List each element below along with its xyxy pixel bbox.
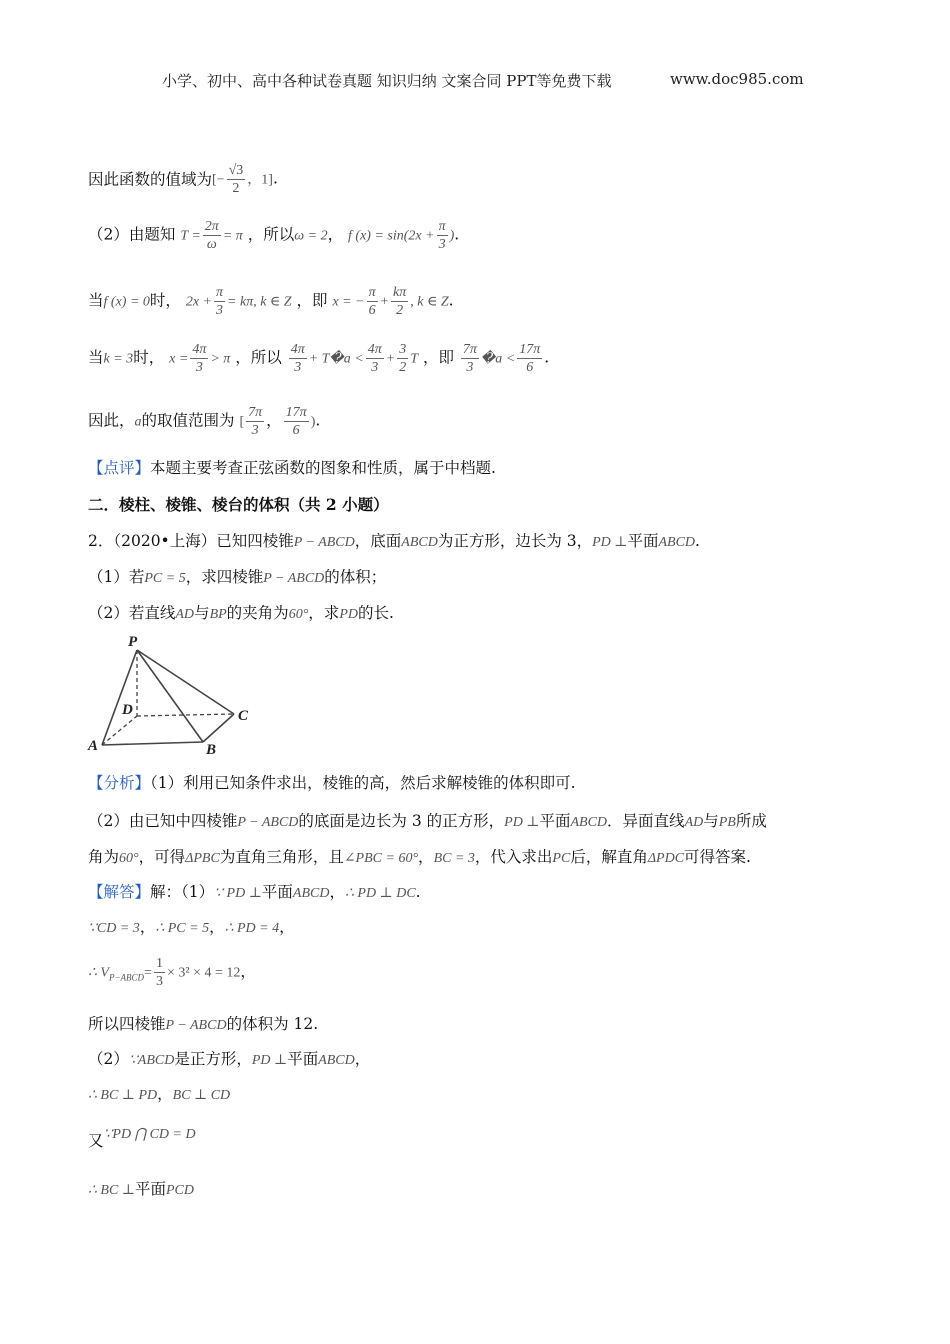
analysis-tag: 【分析】 — [88, 774, 151, 792]
analysis-line-3: 角为60°，可得ΔPBC为直角三角形，且∠PBC = 60°，BC = 3，代入求出PC后，解直角ΔPDC可得答案. — [88, 848, 751, 866]
line-k3: 当k = 3时， x = $\frac{4\pi}{3}$ > π ，所以 $\frac{4\pi}{3}$ + T�a < $\frac{4\pi}{3}$ + $\frac{3}{2}$ T ，即 $\frac{7\pi}{3}$ �a < $\frac{17\pi}{6}$ . — [88, 342, 550, 375]
question-2-part1: （1）若PC = 5，求四棱锥P − ABCD的体积； — [88, 568, 387, 586]
section-heading: 二．棱柱、棱锥、棱台的体积（共 2 小题） — [88, 495, 389, 514]
edge-PC — [137, 650, 234, 714]
edge-BC — [203, 714, 234, 742]
solution-volume: ∴ $V_{P-ABCD}=$ $\frac{1}{3}$ × 3² × 4 = 12， — [88, 956, 256, 989]
edge-DC — [137, 714, 234, 716]
label-P: P — [128, 634, 138, 650]
comment-tag: 【点评】 — [88, 459, 151, 477]
solution-line-6: ∴ BC ⊥ PD，BC ⊥ CD — [88, 1085, 231, 1103]
label-D: D — [122, 702, 133, 718]
header-url[interactable]: www.doc985.com — [670, 70, 804, 88]
solution-tag: 【解答】 — [88, 883, 151, 901]
solution-line-5: （2）∵ABCD是正方形，PD ⊥平面ABCD， — [88, 1050, 371, 1068]
analysis-line-1: 【分析】（1）利用已知条件求出，棱锥的高，然后求解棱锥的体积即可. — [88, 774, 576, 792]
label-C: C — [238, 708, 249, 724]
solution-line-2: ∵CD = 3，∴ PC = 5，∴ PD = 4， — [88, 918, 295, 936]
question-2-part2: （2）若直线AD与BP的夹角为60°，求PD的长. — [88, 604, 394, 622]
label-A: A — [88, 738, 99, 754]
edge-PB — [137, 650, 203, 742]
solution-line-7: 又∵PD ⋂ CD = D — [88, 1127, 196, 1150]
pyramid-figure — [82, 632, 272, 762]
edge-AB — [102, 742, 203, 745]
solution-line-1: 【解答】解：（1）∵ PD ⊥平面ABCD，∴ PD ⊥ DC. — [88, 883, 421, 901]
line-zeros: 当f (x) = 0时， 2x + $\frac{\pi}{3}$ = kπ, k ∈ Z ，即 x = − $\frac{\pi}{6}$ + $\frac{k\pi}{2}$ , k ∈ Z. — [88, 285, 454, 318]
line-a-range: 因此，a的取值范围为 [ $\frac{7\pi}{3}$ ， $\frac{17\pi}{6}$ ). — [88, 405, 321, 438]
solution-line-4: 所以四棱锥P − ABCD的体积为 12. — [88, 1015, 319, 1033]
question-2: 2．（2020•上海）已知四棱锥P − ABCD，底面ABCD为正方形，边长为 3，PD ⊥平面ABCD. — [88, 532, 700, 550]
analysis-line-2: （2）由已知中四棱锥P − ABCD的底面是边长为 3 的正方形，PD ⊥平面ABCD．异面直线AD与PB所成 — [88, 812, 767, 830]
solution-line-8: ∴ BC ⊥平面PCD — [88, 1180, 194, 1198]
line-range: 因此函数的值域为[− $\frac{√3}{2}$ ，1]. — [88, 163, 278, 196]
label-B: B — [206, 742, 217, 758]
comment-line: 【点评】本题主要考查正弦函数的图象和性质，属于中档题. — [88, 459, 496, 477]
line-period: （2）由题知 T = $\frac{2\pi}{\omega}$ = π ，所以ω = 2， f (x) = sin(2x + $\frac{\pi}{3}$ ). — [88, 219, 460, 252]
header-left: 小学、初中、高中各种试卷真题 知识归纳 文案合同 PPT等免费下载 — [162, 72, 612, 90]
